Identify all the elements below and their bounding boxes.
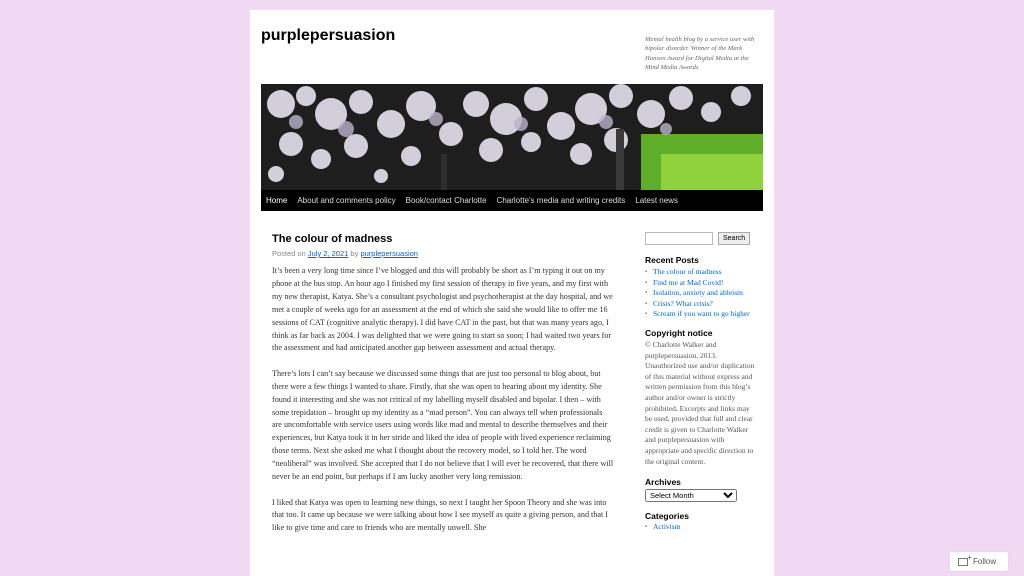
page-container (250, 10, 774, 576)
post-author-link[interactable]: purplepersuasion (360, 249, 418, 258)
nav-item-about[interactable]: About and comments policy (297, 196, 396, 205)
recent-post-link[interactable]: ▪ Isolation, anxiety and ableism (645, 288, 757, 299)
site-description: Mental health blog by a service user with bipolar disorder. Winner of the Mark Hanson Award for Digital Media at the Mind Media Awards (645, 36, 755, 72)
recent-posts-list (645, 267, 757, 320)
sidebar (645, 232, 757, 533)
categories-list (645, 522, 757, 533)
archives-title: Archives (645, 477, 681, 488)
post-paragraph: I liked that Katya was open to learning new things, so next I taught her Spoon Theory and she was into that too. It came up because we were talking about how I see myself as quite a giving person, and that I like to give time and care to friends who are mentally unwell. She (272, 497, 608, 533)
by-label: by (350, 249, 359, 258)
recent-post-link[interactable]: ▪ Scream if you want to go higher (645, 309, 757, 320)
posted-on-label: Posted on (272, 249, 306, 258)
search-input[interactable] (645, 232, 713, 245)
search-form (645, 232, 757, 245)
copyright-text: © Charlotte Walker and purplepersuasion, 2013. Unauthorized use and/or duplication of this material without express and written permission from this blog’s author and/or owner is strictly prohibited. Excerpts and links may be used, provided that full and clear credit is given to Charlotte Walker and purplepersuasion with appropriate and specific direction to the original content. (645, 339, 755, 466)
categories-title: Categories (645, 511, 689, 522)
follow-button[interactable] (949, 551, 1009, 572)
recent-post-link[interactable]: ▪ Crisis? What crisis? (645, 299, 757, 310)
nav-item-home[interactable]: Home (266, 196, 288, 205)
nav-item-book-contact[interactable]: Book/contact Charlotte (405, 196, 487, 205)
category-link[interactable]: ▪ Activism (645, 522, 757, 533)
nav-item-latest-news[interactable]: Latest news (635, 196, 678, 205)
nav-item-media-credits[interactable]: Charlotte's media and writing credits (496, 196, 626, 205)
post-date-link[interactable]: July 2, 2021 (307, 249, 349, 258)
main-navigation (261, 190, 763, 211)
header-image (261, 84, 763, 190)
post-paragraph: It’s been a very long time since I’ve blogged and this will probably be short as I’m typing it out on my phone at the bus stop. An hour ago I finished my first session of therapy in five years, and my first with my new therapist, Katya. She’s a consultant psychologist and psychotherapist at the day hospital, and we met a couple of weeks ago for an assessment at the end of which she said she would like to offer me 16 sessions of CAT (cognitive analytic therapy). I did have CAT in the past, but that was many years ago, I think as far back as 2004. I was delighted that we were going to start so soon; I had waited two years for the assessment and had anticipated another gap between assessment and actual therapy. (272, 266, 613, 353)
recent-post-link[interactable]: ▪ The colour of madness (645, 267, 757, 278)
recent-post-link[interactable]: ▪ Find me at Mad Covid! (645, 278, 757, 289)
post-paragraph: There’s lots I can’t say because we discussed some things that are just too personal to blog about, but there were a few things I wanted to share. Firstly, that she was open to hearing about my identity. She found it interesting and she was not critical of my labelling myself disabled and bipolar. I then – with some trepidation – brought up my identity as a “mad person”. You can always tell when professionals are uncomfortable with service users using words like mad and mental to describe themselves and their experiences, but Katya took it in her stride and liked the idea of people with lived experience reclaiming those terms. Next she asked me what I thought about the recovery model, so I told her. The word “neoliberal” was involved. She accepted that I do not believe that I will ever be recovered, that there will never be an end point, but perhaps if I am lucky another very long remission. (272, 368, 614, 482)
post-title[interactable]: The colour of madness (272, 233, 393, 245)
follow-label: Follow (973, 557, 997, 566)
archives-select[interactable] (645, 489, 737, 502)
follow-icon (958, 558, 968, 566)
site-title[interactable]: purplepersuasion (261, 27, 396, 44)
recent-posts-title: Recent Posts (645, 255, 699, 265)
post-content (272, 265, 614, 548)
search-button[interactable]: Search (718, 232, 750, 245)
copyright-title: Copyright notice (645, 327, 713, 338)
post-meta (272, 249, 418, 258)
